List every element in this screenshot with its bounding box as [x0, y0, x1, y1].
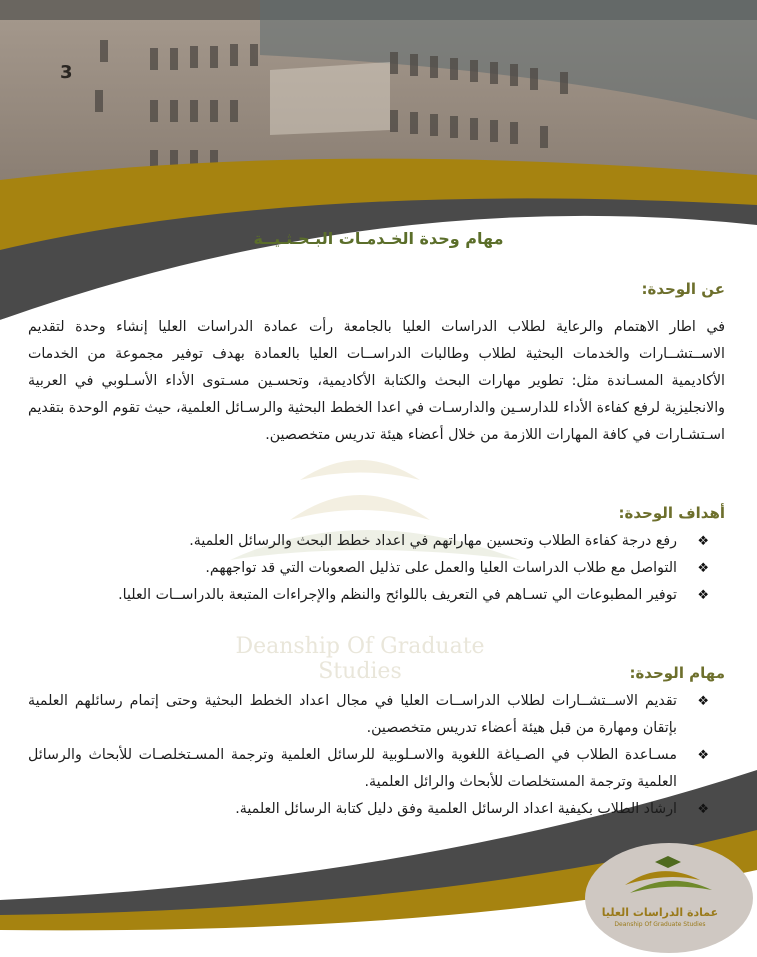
logo-arabic-text: عمادة الدراسات العليا — [601, 906, 719, 919]
bullet-icon: ❖ — [697, 748, 709, 763]
task-item: ❖ تقديم الاســتشــارات لطلاب الدراســات العليا في مجال اعداد الخطط البحثية وحتى إتمام رسائلهم العلمية بإتقان ومهارة من قبل هيئة أعضاء تدريس متخصصين. — [28, 688, 709, 742]
tasks-heading: مهام الوحدة: — [629, 664, 725, 682]
goal-item: ❖ التواصل مع طلاب الدراسات العليا والعمل على تذليل الصعوبات التي قد تواجههم. — [28, 555, 709, 582]
building-number: 3 — [60, 62, 73, 83]
watermark-text: Deanship Of Graduate Studies — [235, 634, 485, 684]
logo-english-text: Deanship Of Graduate Studies — [614, 921, 706, 928]
about-paragraph: في اطار الاهتمام والرعاية لطلاب الدراسات العليا بالجامعة رأت عمادة الدراسات العليا إنشاء وحدة لتقديم الاســتشــارات والخدمات البحثية لطلاب وطالبات الدراســات العليا بالعمادة بهدف توفير مجموعة من الخدمات الأكاديمية المسـاندة مثل: تطوير مهارات البحث والكتابة الأكاديمية، وتحسـين مسـتوى الأداء الأسـلوبي في العربية والانجليزية لرفع كفاءة الأداء للدارسـين والدارسـات في اعدا الخطط البحثية والرسـائل العلمية، حيث تقوم الوحدة بتقديم اسـتشـارات في كافة المهارات اللازمة من خلال أعضاء هيئة تدريس متخصصين. — [28, 319, 725, 443]
about-heading: عن الوحدة: — [641, 280, 725, 298]
goals-heading: أهداف الوحدة: — [618, 504, 725, 522]
bullet-icon: ❖ — [697, 561, 709, 576]
task-item: ❖ ارشاد الطلاب بكيفية اعداد الرسائل العلمية وفق دليل كتابة الرسائل العلمية. — [28, 796, 709, 823]
bullet-icon: ❖ — [697, 694, 709, 709]
bullet-icon: ❖ — [697, 588, 709, 603]
task-item: ❖ مسـاعدة الطلاب في الصـياغة اللغوية والاسـلوبية للرسائل العلمية وترجمة المسـتخلصـات للأبحاث والرسائل العلمية وترجمة المستخلصات للأبحاث والرائل العلمية. — [28, 742, 709, 796]
page-title: مهام وحدة الخـدمـات البـحـثـيــة — [253, 229, 504, 248]
bullet-icon: ❖ — [697, 534, 709, 549]
bullet-icon: ❖ — [697, 802, 709, 817]
goals-list — [28, 528, 709, 609]
goal-item: ❖ رفع درجة كفاءة الطلاب وتحسين مهاراتهم في اعداد خطط البحث والرسائل العلمية. — [28, 528, 709, 555]
tasks-list — [28, 688, 709, 823]
goal-item: ❖ توفير المطبوعات الي تسـاهم في التعريف باللوائح والنظم والإجراءات المتبعة بالدراســات العليا. — [28, 582, 709, 609]
